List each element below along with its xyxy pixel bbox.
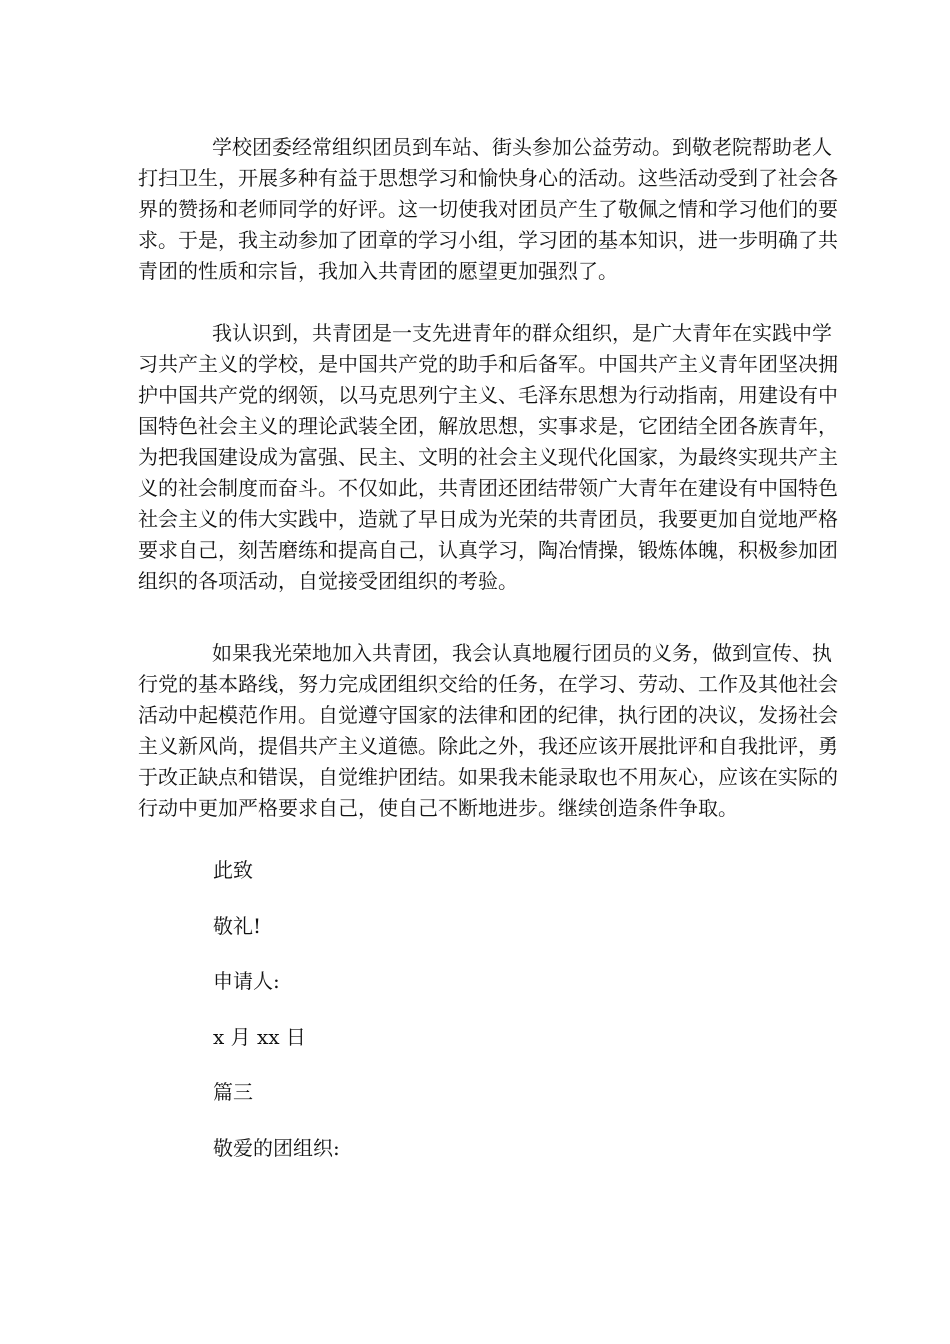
- paragraph-line: 习共产主义的学校，是中国共产党的助手和后备军。中国共产主义青年团坚决拥: [138, 352, 838, 376]
- paragraph-line: 打扫卫生，开展多种有益于思想学习和愉快身心的活动。这些活动受到了社会各: [138, 166, 838, 190]
- paragraph-line: 行党的基本路线，努力完成团组织交给的任务，在学习、劳动、工作及其他社会: [138, 672, 838, 696]
- paragraph-line: 组织的各项活动，自觉接受团组织的考验。: [138, 569, 518, 593]
- applicant-label: 申请人:: [213, 969, 280, 993]
- paragraph-line: 护中国共产党的纲领，以马克思列宁主义、毛泽东思想为行动指南，用建设有中: [138, 383, 838, 407]
- paragraph-3: [138, 638, 838, 824]
- paragraph-line: 主义新风尚，提倡共产主义道德。除此之外，我还应该开展批评和自我批评，勇: [138, 734, 838, 758]
- paragraph-1: [138, 132, 838, 287]
- paragraph-line: 青团的性质和宗旨，我加入共青团的愿望更加强烈了。: [138, 259, 618, 283]
- salutation: 此致: [213, 858, 253, 882]
- section-heading: 篇三: [213, 1080, 253, 1104]
- paragraph-2: [138, 318, 838, 597]
- regards: 敬礼!: [213, 914, 262, 938]
- paragraph-line: 义的社会制度而奋斗。不仅如此，共青团还团结带领广大青年在建设有中国特色: [138, 476, 838, 500]
- paragraph-line: 活动中起模范作用。自觉遵守国家的法律和团的纪律，执行团的决议，发扬社会: [138, 703, 838, 727]
- date-line: x 月 xx 日: [213, 1025, 306, 1049]
- paragraph-line: 要求自己，刻苦磨练和提高自己，认真学习，陶冶情操，锻炼体魄，积极参加团: [138, 538, 838, 562]
- paragraph-line: 国特色社会主义的理论武装全团，解放思想，实事求是，它团结全团各族青年，: [138, 414, 838, 438]
- paragraph-line: 界的赞扬和老师同学的好评。这一切使我对团员产生了敬佩之情和学习他们的要: [138, 197, 838, 221]
- paragraph-line: 如果我光荣地加入共青团，我会认真地履行团员的义务，做到宣传、执: [212, 641, 832, 665]
- greeting: 敬爱的团组织:: [213, 1136, 340, 1160]
- paragraph-line: 社会主义的伟大实践中，造就了早日成为光荣的共青团员，我要更加自觉地严格: [138, 507, 838, 531]
- paragraph-line: 行动中更加严格要求自己，使自己不断地进步。继续创造条件争取。: [138, 796, 738, 820]
- paragraph-line: 为把我国建设成为富强、民主、文明的社会主义现代化国家，为最终实现共产主: [138, 445, 838, 469]
- paragraph-line: 我认识到，共青团是一支先进青年的群众组织，是广大青年在实践中学: [212, 321, 832, 345]
- paragraph-line: 于改正缺点和错误，自觉维护团结。如果我未能录取也不用灰心，应该在实际的: [138, 765, 838, 789]
- paragraph-line: 求。于是，我主动参加了团章的学习小组，学习团的基本知识，进一步明确了共: [138, 228, 838, 252]
- paragraph-line: 学校团委经常组织团员到车站、街头参加公益劳动。到敬老院帮助老人: [212, 135, 832, 159]
